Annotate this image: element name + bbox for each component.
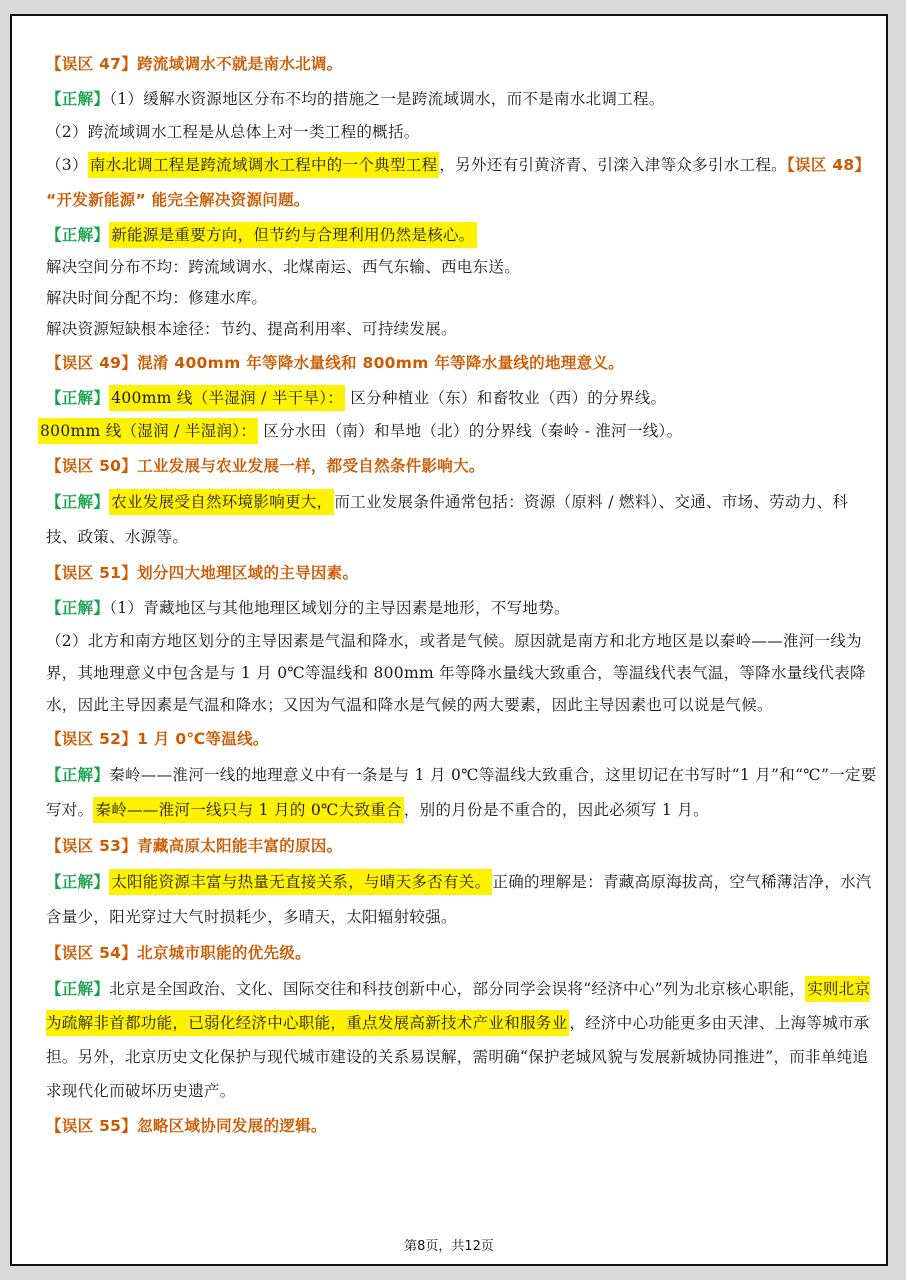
error-heading-55: 【误区 55】忽略区域协同发展的逻辑。: [46, 1117, 327, 1135]
error-heading-47: 【误区 47】跨流域调水不就是南水北调。: [46, 55, 343, 73]
answer-tag: 【正解】: [46, 90, 110, 108]
highlight: 太阳能资源丰富与热量无直接关系，与晴天多否有关。: [109, 869, 492, 895]
answer-tag: 【正解】: [46, 226, 110, 244]
page-number: 第8页，共12页: [404, 1239, 494, 1254]
highlight: 南水北调工程是跨流域调水工程中的一个典型工程: [88, 152, 440, 178]
answer-47-line3: （3） 南水北调工程是跨流域调水工程中的一个典型工程 ，另外还有引黄济青、引滦入津等众多引水工程。【误区 48】: [46, 149, 878, 182]
error-heading-52: 【误区 52】1 月 0℃等温线。: [46, 730, 269, 748]
answer-tag: 【正解】: [46, 766, 110, 784]
page-content: [40, 46, 878, 1145]
answer-50: 【正解】 农业发展受自然环境影响更大， 而工业发展条件通常包括：资源（原料 / 燃料）、交通、市场、劳动力、科技、政策、水源等。: [46, 485, 878, 555]
error-heading-49: 【误区 49】混淆 400mm 年等降水量线和 800mm 年等降水量线的地理意义。: [46, 354, 624, 372]
error-heading-53: 【误区 53】青藏高原太阳能丰富的原因。: [46, 837, 343, 855]
answer-tag: 【正解】: [46, 389, 110, 407]
answer-47-line1: 【正解】（1）缓解水资源地区分布不均的措施之一是跨流域调水，而不是南水北调工程。: [46, 90, 665, 108]
answer-48-line1: [46, 219, 878, 252]
answer-tag: 【正解】: [46, 873, 110, 891]
highlight: 农业发展受自然环境影响更大，: [109, 489, 334, 515]
answer-54: 【正解】北京是全国政治、文化、国际交往和科技创新中心，部分同学会误将“经济中心”列为北京核心职能， 实则北京为疏解非首都功能，已弱化经济中心职能，重点发展高新技术产业和服务业 ，经济中心功能更多由天津、上海等城市承担。另外，北京历史文化保护与现代城市建设的关系易误解，需明确“保护老城风貌与发展新城协同推进”，而非单纯追求现代化而破坏历史遗产。: [46, 972, 878, 1108]
error-heading-48-part1: 【误区 48】: [786, 156, 871, 174]
answer-tag: 【正解】: [46, 493, 110, 511]
error-heading-50: 【误区 50】工业发展与农业发展一样，都受自然条件影响大。: [46, 457, 485, 475]
error-heading-54: 【误区 54】北京城市职能的优先级。: [46, 944, 311, 962]
highlight: 400mm 线（半湿润 / 半干旱）：: [109, 385, 345, 411]
answer-tag: 【正解】: [46, 599, 110, 617]
highlight: 800mm 线（湿润 / 半湿润）：: [38, 418, 258, 444]
answer-48-line4: 解决资源短缺根本途径：节约、提高利用率、可持续发展。: [46, 320, 457, 338]
answer-51-line1: 【正解】（1）青藏地区与其他地理区域划分的主导因素是地形，不写地势。: [46, 599, 570, 617]
highlight: 新能源是重要方向，但节约与合理利用仍然是核心。: [109, 222, 476, 248]
answer-48-line2: 解决空间分布不均：跨流域调水、北煤南运、西气东输、西电东送。: [46, 258, 521, 276]
answer-49-line2: 800mm 线（湿润 / 半湿润）： 区分水田（南）和旱地（北）的分界线（秦岭 - 淮河一线）。: [38, 415, 878, 448]
highlight: 秦岭——淮河一线只与 1 月的 0℃大致重合: [93, 797, 403, 823]
error-heading-51: 【误区 51】划分四大地理区域的主导因素。: [46, 564, 359, 582]
answer-51-line2: （2）北方和南方地区划分的主导因素是气温和降水，或者是气候。原因就是南方和北方地区是以秦岭——淮河一线为界，其地理意义中包含是与 1 月 0℃等温线和 800mm 年等降水量线大致重合，等温线代表气温，等降水量线代表降水，因此主导因素是气温和降水；又因为气温和降水是气候的两大要素，因此主导因素也可以说是气候。: [46, 632, 866, 714]
answer-47-line2: （2）跨流域调水工程是从总体上对一类工程的概括。: [46, 123, 420, 141]
answer-53: 【正解】 太阳能资源丰富与热量无直接关系，与晴天多否有关。 正确的理解是：青藏高原海拔高，空气稀薄洁净，水汽含量少，阳光穿过大气时损耗少，多晴天，太阳辐射较强。: [46, 865, 878, 935]
answer-49-line1: 【正解】 400mm 线（半湿润 / 半干旱）： 区分种植业（东）和畜牧业（西）的分界线。: [46, 382, 878, 415]
answer-52: 【正解】秦岭——淮河一线的地理意义中有一条是与 1 月 0℃等温线大致重合，这里切记在书写时“1 月”和“℃”一定要写对。 秦岭——淮河一线只与 1 月的 0℃大致重合 ，别的月份是不重合的，因此必须写 1 月。: [46, 758, 878, 828]
error-heading-48-part2: “开发新能源” 能完全解决资源问题。: [46, 191, 310, 209]
answer-tag: 【正解】: [46, 980, 110, 998]
document-page: [10, 14, 888, 1266]
highlight: 实则北京为疏解非首都功能，已弱化经济中心职能，重点发展高新技术产业和服务业: [46, 976, 870, 1036]
answer-48-line3: 解决时间分配不均：修建水库。: [46, 289, 268, 307]
